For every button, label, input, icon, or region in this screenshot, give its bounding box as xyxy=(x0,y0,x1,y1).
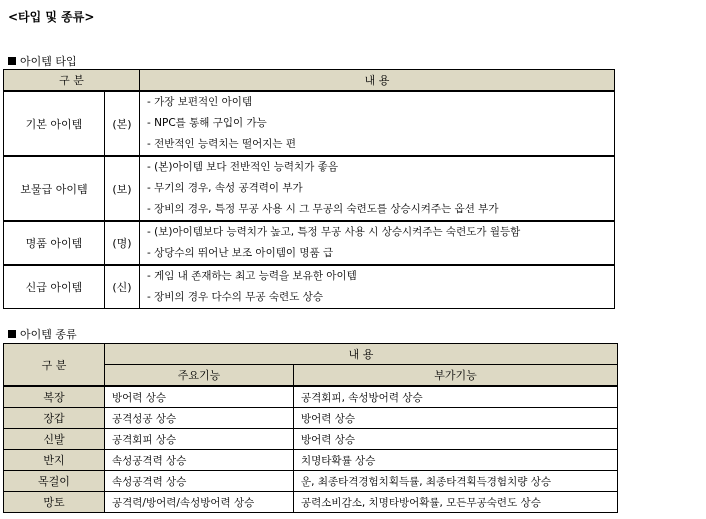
item-extra-function: 운, 최종타격경험치획득률, 최종타격획득경험치량 상승 xyxy=(294,471,618,492)
item-kind-label: 목걸이 xyxy=(4,471,105,492)
content-line: - 게임 내 존재하는 최고 능력을 보유한 아이템 xyxy=(147,270,357,282)
item-extra-function: 치명타확률 상승 xyxy=(294,450,618,471)
item-type-content xyxy=(140,156,615,221)
content-line: - 무기의 경우, 속성 공격력이 부가 xyxy=(147,182,303,194)
item-type-name: 신급 아이템 xyxy=(4,265,105,309)
table-row xyxy=(4,386,618,408)
header-content: 내 용 xyxy=(140,70,615,92)
square-bullet-icon xyxy=(8,57,16,65)
item-extra-function: 공격회피, 속성방어력 상승 xyxy=(294,386,618,408)
item-type-abbr: (본) xyxy=(105,91,140,156)
item-extra-function: 방어력 상승 xyxy=(294,408,618,429)
table-row xyxy=(4,450,618,471)
item-main-function: 공격성공 상승 xyxy=(105,408,294,429)
item-main-function: 공격력/방어력/속성방어력 상승 xyxy=(105,492,294,513)
document-title: <타입 및 종류> xyxy=(8,10,95,24)
section-heading-text: 아이템 타입 xyxy=(20,55,77,68)
item-type-abbr: (신) xyxy=(105,265,140,309)
table-row xyxy=(4,265,615,309)
table-row xyxy=(4,408,618,429)
item-kind-label: 신발 xyxy=(4,429,105,450)
item-type-name: 명품 아이템 xyxy=(4,221,105,265)
item-type-abbr: (보) xyxy=(105,156,140,221)
item-kind-label: 장갑 xyxy=(4,408,105,429)
item-extra-function: 방어력 상승 xyxy=(294,429,618,450)
content-line: - 가장 보편적인 아이템 xyxy=(147,96,253,108)
section-heading-item-type xyxy=(8,53,77,69)
table-row xyxy=(4,91,615,156)
content-line: - 장비의 경우, 특정 무공 사용 시 그 무공의 숙련도를 상승시켜주는 옵션 부가 xyxy=(147,203,499,215)
item-type-name: 보물급 아이템 xyxy=(4,156,105,221)
item-kind-label: 망토 xyxy=(4,492,105,513)
item-main-function: 속성공격력 상승 xyxy=(105,471,294,492)
table-row xyxy=(4,156,615,221)
item-kind-table xyxy=(3,343,618,513)
table-row xyxy=(4,221,615,265)
header-category: 구 분 xyxy=(4,344,105,387)
square-bullet-icon xyxy=(8,330,16,338)
content-line: - (보)아이템보다 능력치가 높고, 특정 무공 사용 시 상승시켜주는 숙련도가 월등함 xyxy=(147,226,521,238)
item-main-function: 방어력 상승 xyxy=(105,386,294,408)
item-main-function: 속성공격력 상승 xyxy=(105,450,294,471)
item-type-name: 기본 아이템 xyxy=(4,91,105,156)
header-extra-function: 부가기능 xyxy=(294,365,618,387)
content-line: - 전반적인 능력치는 떨어지는 편 xyxy=(147,138,296,150)
item-type-abbr: (명) xyxy=(105,221,140,265)
item-type-table xyxy=(3,69,615,309)
content-line: - NPC를 통해 구입이 가능 xyxy=(147,117,267,129)
item-type-content xyxy=(140,91,615,156)
content-line: - 상당수의 뛰어난 보조 아이템이 명품 급 xyxy=(147,247,334,259)
item-type-content xyxy=(140,221,615,265)
header-content: 내 용 xyxy=(105,344,618,365)
header-main-function: 주요기능 xyxy=(105,365,294,387)
table-row xyxy=(4,492,618,513)
item-extra-function: 공력소비감소, 치명타방어확률, 모든무공숙련도 상승 xyxy=(294,492,618,513)
section-heading-item-kind xyxy=(8,326,77,342)
content-line: - 장비의 경우 다수의 무공 숙련도 상승 xyxy=(147,291,323,303)
section-heading-text: 아이템 종류 xyxy=(20,328,77,341)
header-category: 구 분 xyxy=(4,70,140,92)
table-row xyxy=(4,429,618,450)
item-main-function: 공격회피 상승 xyxy=(105,429,294,450)
content-line: - (본)아이템 보다 전반적인 능력치가 좋음 xyxy=(147,161,338,173)
item-kind-label: 반지 xyxy=(4,450,105,471)
item-kind-label: 복장 xyxy=(4,386,105,408)
table-row xyxy=(4,471,618,492)
item-type-content xyxy=(140,265,615,309)
